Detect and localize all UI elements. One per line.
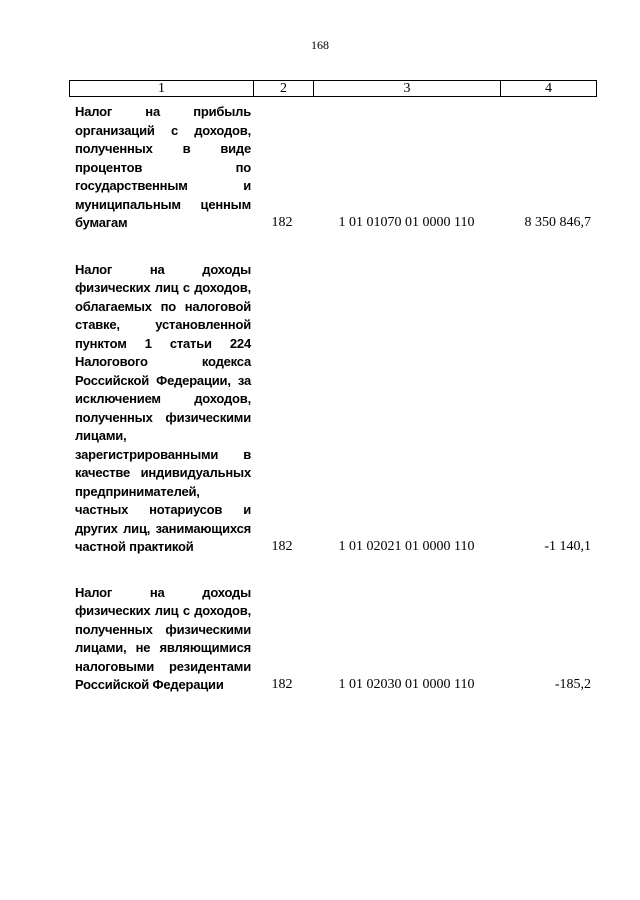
row-name: Налог на прибыль организаций с доходов, полученных в виде процентов по государственным и муниципальным ценным бумагам (75, 104, 251, 230)
row-name: Налог на доходы физических лиц с доходов, облагаемых по налоговой ставке, установленной пунктом 1 статьи 224 Налогового кодекса Российской Федерации, за исключением доходов, полученных физическими лицами, зарегистрированными в качестве индивидуальных предпринимателей, частных нотариусов и других лиц, занимающихся частной практикой (75, 261, 251, 554)
row-amount: 8 350 846,7 (524, 215, 591, 230)
row-amount: -185,2 (554, 677, 591, 692)
table-body (69, 100, 597, 695)
table-row (69, 261, 597, 557)
row-admin-code: 182 (271, 677, 293, 692)
row-admin-code: 182 (271, 539, 293, 554)
row-amount: -1 140,1 (544, 539, 591, 554)
table-row (69, 584, 597, 695)
page-number: 168 (311, 38, 329, 52)
header-col-2: 2 (254, 81, 314, 96)
row-admin-code: 182 (271, 215, 293, 230)
row-kbk-code: 1 01 02030 01 0000 110 (338, 677, 475, 692)
header-col-4: 4 (545, 81, 552, 96)
row-name: Налог на доходы физических лиц с доходов, полученных физическими лицами, не являющимися налоговыми резидентами Российской Федерации (75, 584, 251, 692)
row-kbk-code: 1 01 01070 01 0000 110 (338, 215, 475, 230)
table-header-row (69, 80, 597, 97)
header-col-3: 3 (314, 81, 501, 96)
row-kbk-code: 1 01 02021 01 0000 110 (338, 539, 475, 554)
table-row (69, 103, 597, 233)
header-col-1: 1 (70, 81, 254, 96)
